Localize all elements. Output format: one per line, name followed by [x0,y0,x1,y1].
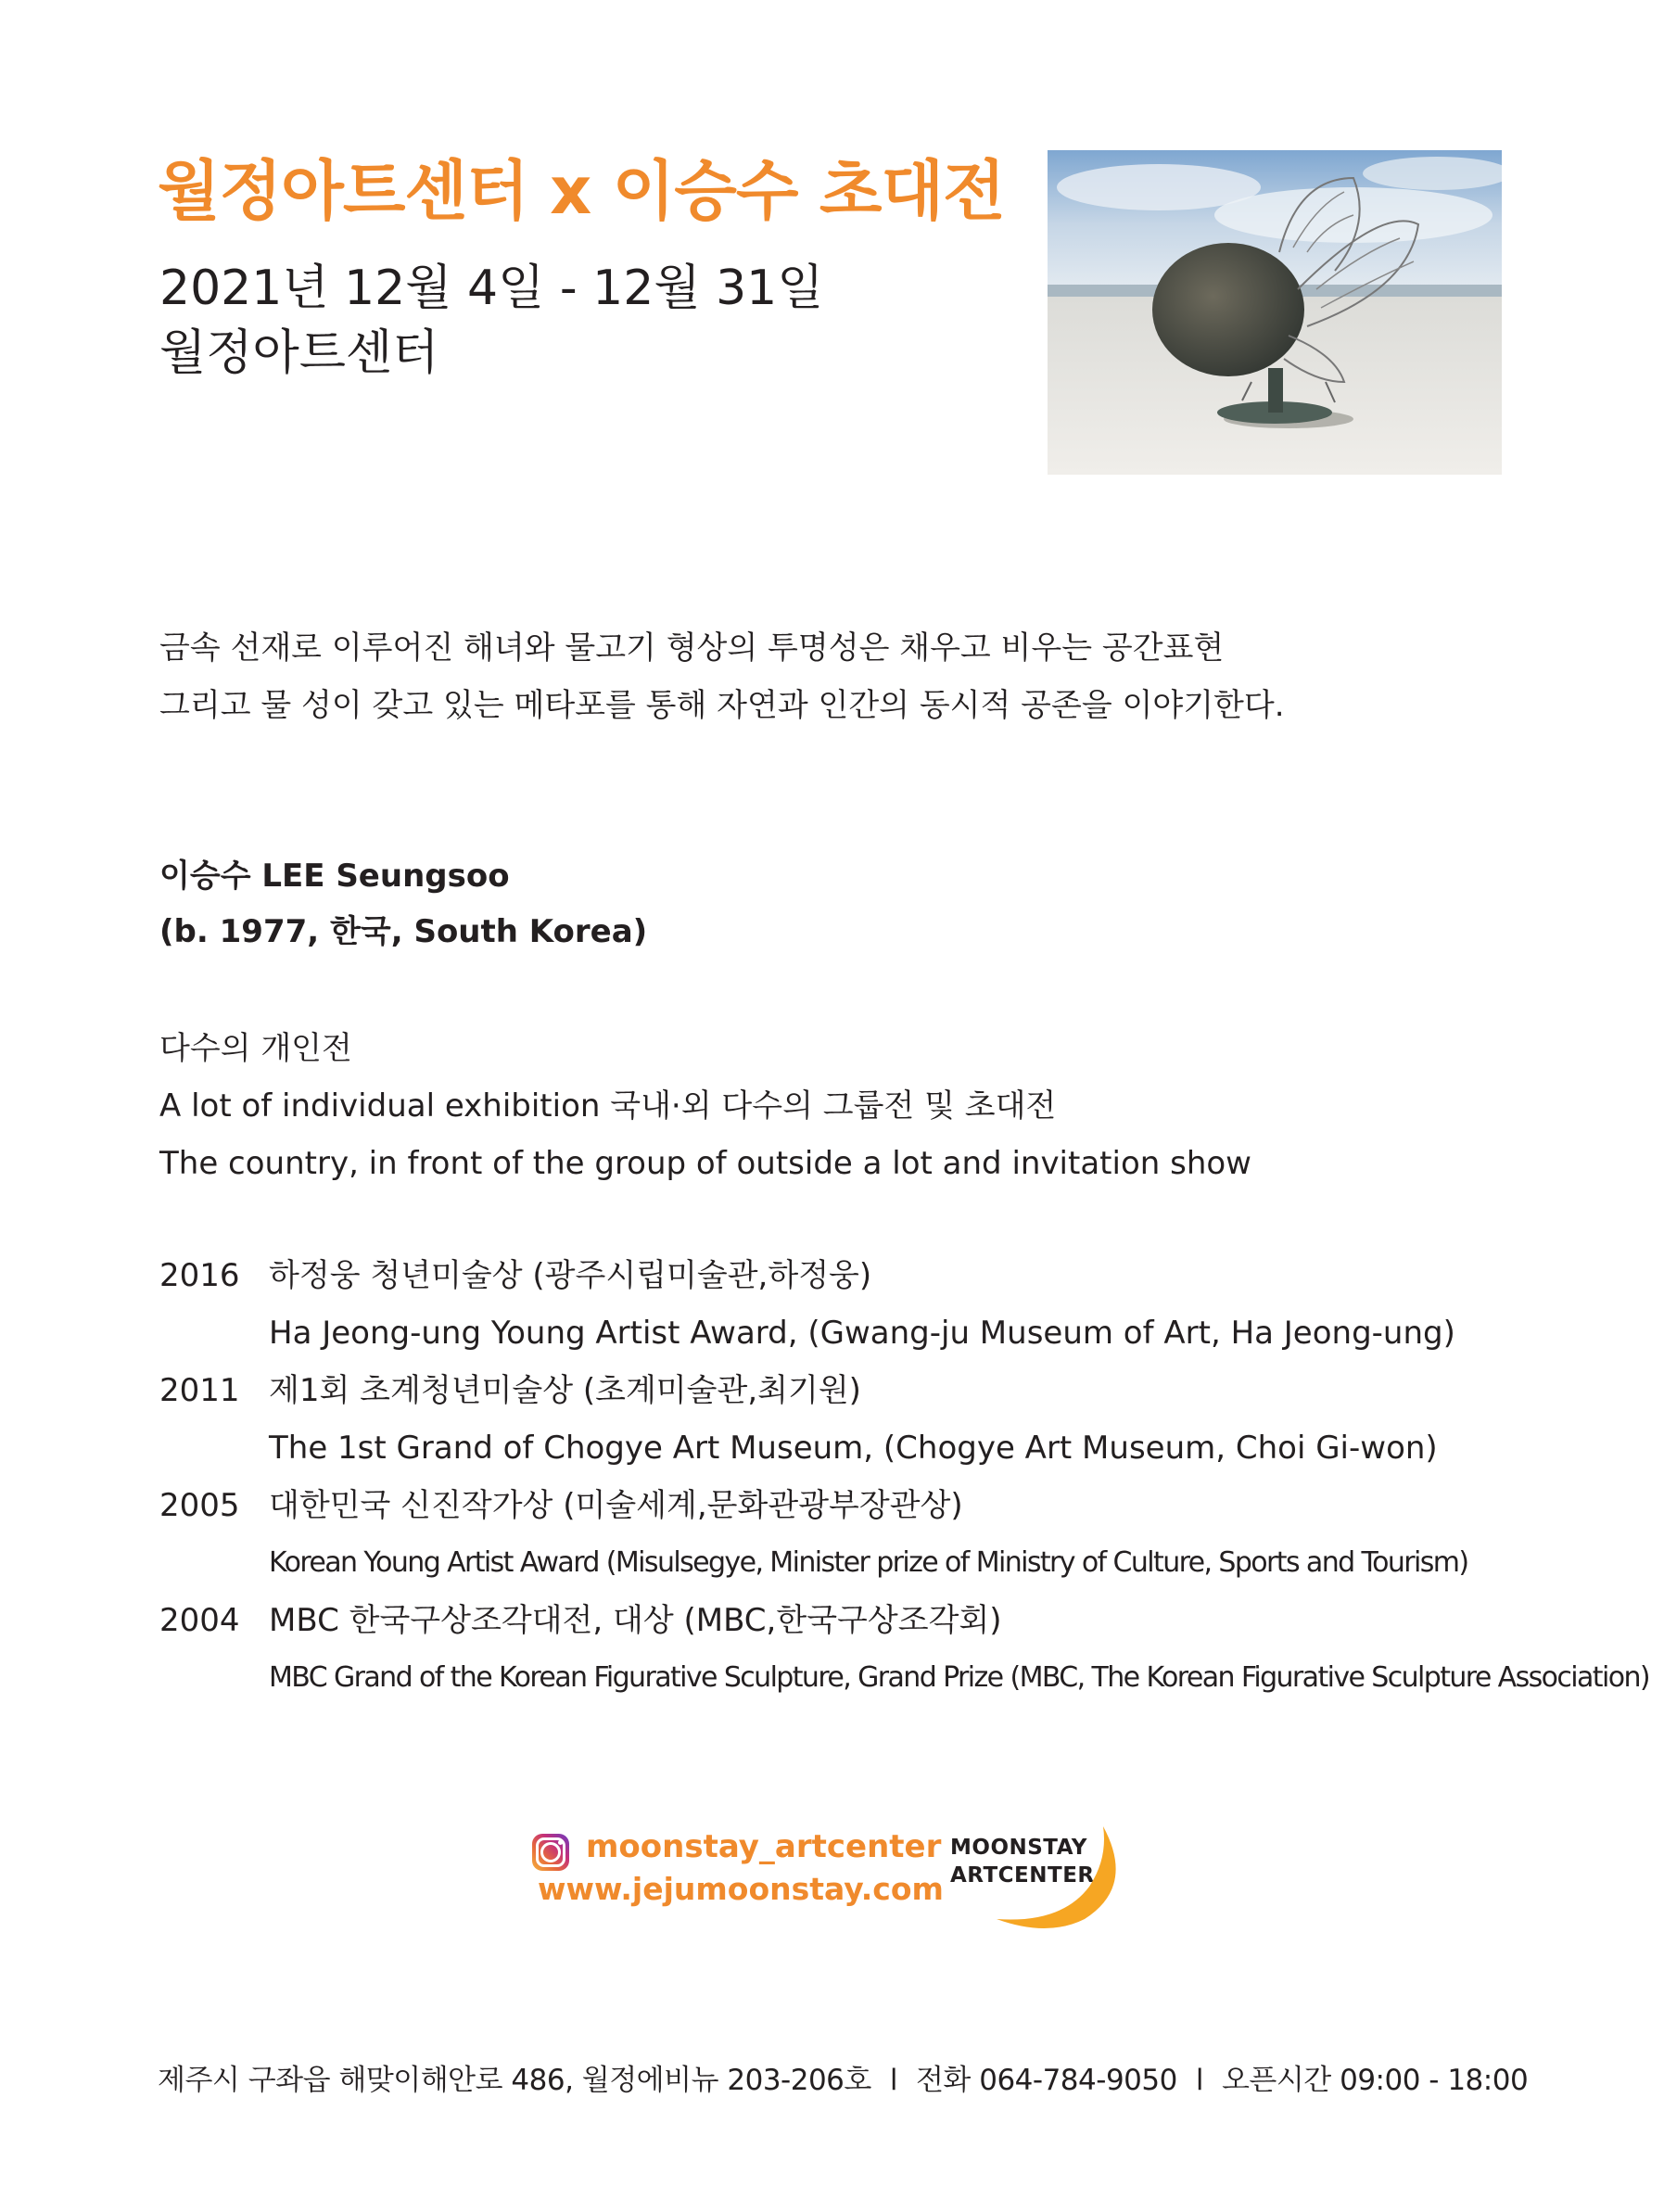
award-year: 2004 [159,1602,240,1639]
artist-info [159,848,647,960]
exhibition-title: 월정아트센터 x 이승수 초대전 [158,153,1005,229]
artist-birth: (b. 1977, 한국, South Korea) [159,913,648,950]
artwork-photo [1048,150,1502,475]
award-year: 2016 [159,1257,240,1294]
career-line: The country, in front of the group of outside a lot and invitation show [159,1145,1251,1182]
career-line: A lot of individual exhibition 국내·외 다수의 그룹전 및 초대전 [159,1087,1057,1125]
crescent-moon-icon [983,1822,1122,1933]
award-title-ko: 제1회 초계청년미술상 (초계미술관,최기원) [269,1372,861,1409]
award-title-ko: 대한민국 신진작가상 (미술세계,문화관광부장관상) [269,1487,963,1524]
footer-phone: 전화 064-784-9050 [915,2064,1177,2097]
exhibition-venue: 월정아트센터 [159,325,439,381]
award-title-en: MBC Grand of the Korean Figurative Sculpture, Grand Prize (MBC, The Korean Figurative Sculpture Association) [269,1661,1649,1694]
instagram-icon[interactable] [532,1834,569,1871]
logo-line-2: ARTCENTER [950,1863,1095,1888]
award-title-ko: MBC 한국구상조각대전, 대상 (MBC,한국구상조각회) [269,1602,1002,1639]
footer-separator: l [1195,2064,1203,2097]
footer-hours: 오픈시간 09:00 - 18:00 [1221,2064,1529,2097]
website-link[interactable]: www.jejumoonstay.com [538,1871,944,1907]
career-line: 다수의 개인전 [159,1030,352,1067]
award-title-en: Ha Jeong-ung Young Artist Award, (Gwang-ju Museum of Art, Ha Jeong-ung) [269,1315,1455,1352]
instagram-handle[interactable]: moonstay_artcenter [586,1828,942,1865]
logo-line-1: MOONSTAY [950,1836,1087,1860]
description-line: 그리고 물 성이 갖고 있는 메타포를 통해 자연과 인간의 동시적 공존을 이야기한다. [159,687,1285,724]
award-title-en: The 1st Grand of Chogye Art Museum, (Chogye Art Museum, Choi Gi-won) [269,1430,1438,1467]
award-year: 2011 [159,1372,240,1409]
award-title-en: Korean Young Artist Award (Misulsegye, Minister prize of Ministry of Culture, Sports and Tourism) [269,1546,1468,1579]
career-summary [159,1020,1251,1192]
description-line: 금속 선재로 이루어진 해녀와 물고기 형상의 투명성은 채우고 비우는 공간표현 [159,629,1225,667]
award-title-ko: 하정웅 청년미술상 (광주시립미술관,하정웅) [269,1257,872,1294]
exhibition-date: 2021년 12월 4일 - 12월 31일 [159,261,824,316]
exhibition-description [159,619,1285,734]
footer-separator: l [889,2064,897,2097]
footer-info [158,2056,1528,2098]
artist-name: 이승수 LEE Seungsoo [159,858,510,895]
footer-address: 제주시 구좌읍 해맞이해안로 486, 월정에비뉴 203-206호 [158,2064,871,2097]
award-year: 2005 [159,1487,240,1524]
